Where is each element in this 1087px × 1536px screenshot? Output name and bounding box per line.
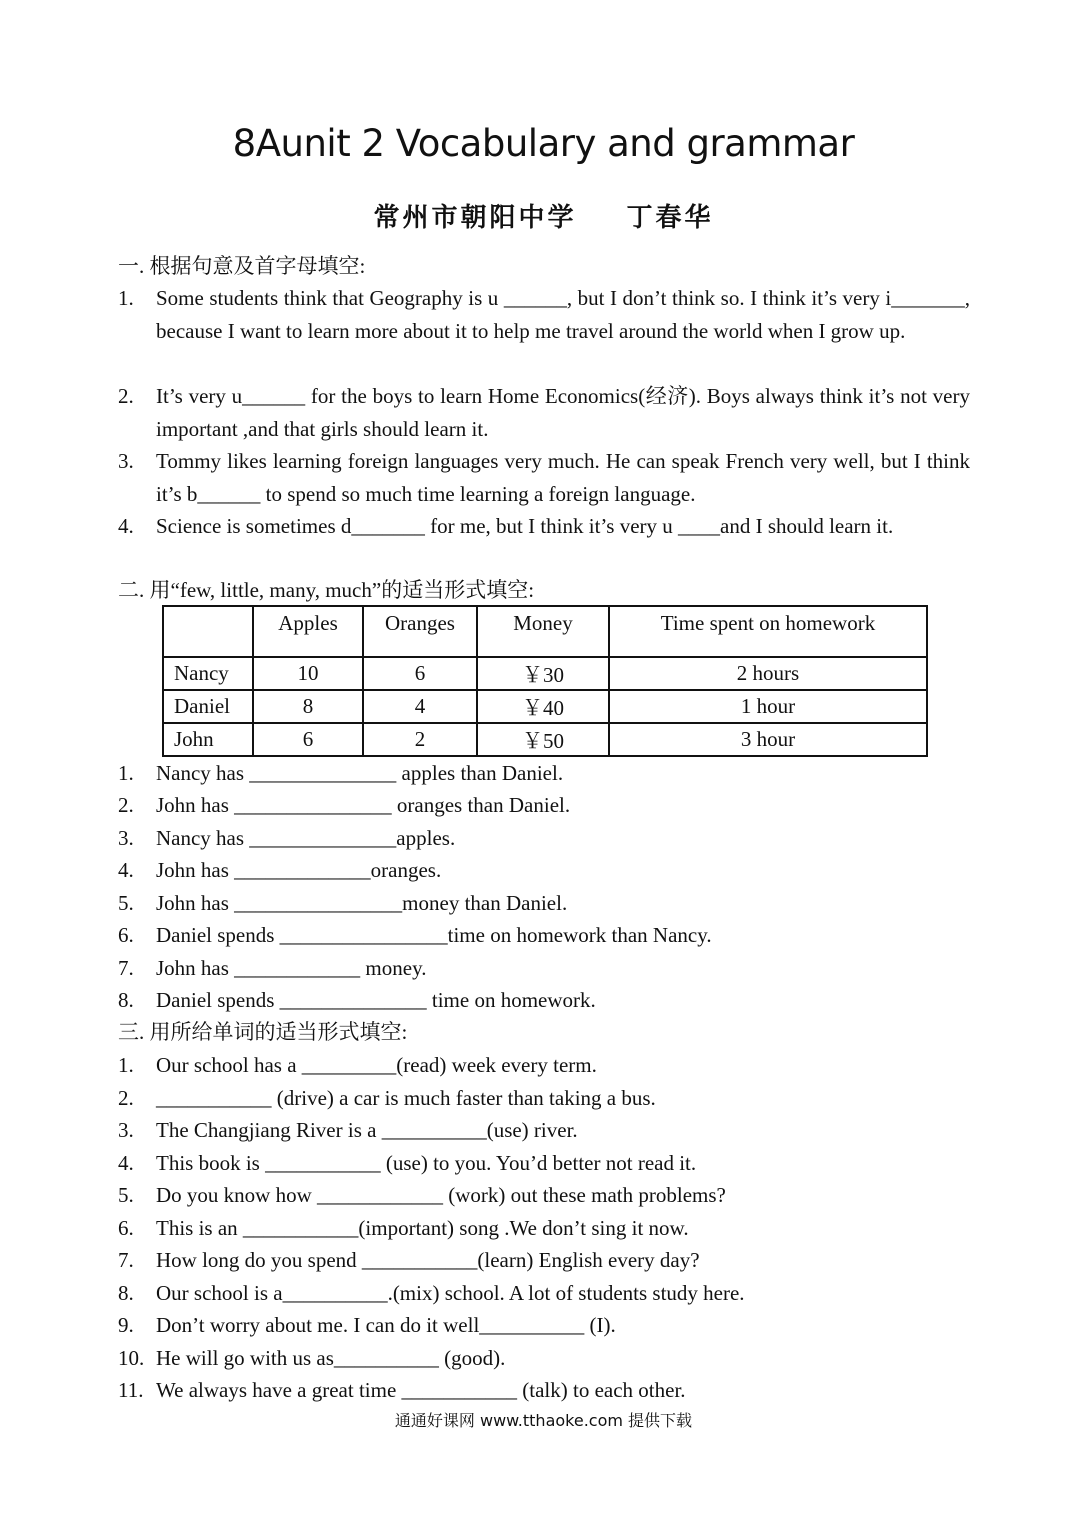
question-number: 2.: [118, 1086, 134, 1110]
table-header-cell: [163, 606, 253, 657]
table-cell: 8: [253, 690, 363, 723]
question-number: 4.: [118, 858, 134, 882]
section1-question: [118, 510, 970, 543]
question-number: 2.: [118, 384, 134, 408]
question-number: 1.: [118, 1053, 134, 1077]
question-number: 5.: [118, 891, 134, 915]
question-text: Some students think that Geography is u ______, but I don’t think so. I think it’s very i_______, because I want to learn more about it to help me travel around the world when I grow up.: [156, 286, 970, 343]
question-text: How long do you spend ___________(learn) English every day?: [156, 1248, 700, 1272]
question-number: 6.: [118, 923, 134, 947]
question-number: 8.: [118, 988, 134, 1012]
section1-question: [118, 282, 970, 347]
section1-question: [118, 445, 970, 510]
section3-question: [118, 1342, 970, 1375]
section3-question: [118, 1082, 970, 1115]
question-number: 8.: [118, 1281, 134, 1305]
question-number: 1.: [118, 286, 134, 310]
section2-question: [118, 919, 970, 952]
section3-question: [118, 1147, 970, 1180]
table-row: [163, 657, 927, 690]
question-number: 2.: [118, 793, 134, 817]
table-cell: Nancy: [163, 657, 253, 690]
question-number: 3.: [118, 449, 134, 473]
question-text: It’s very u______ for the boys to learn Home Economics(经济). Boys always think it’s not very important ,and that girls should learn it.: [156, 384, 970, 441]
question-text: We always have a great time ___________ (talk) to each other.: [156, 1378, 686, 1402]
table-header-cell: Oranges: [363, 606, 477, 657]
section2-question: [118, 887, 970, 920]
table-cell: ￥30: [477, 657, 609, 690]
question-text: The Changjiang River is a __________(use) river.: [156, 1118, 578, 1142]
author-name: 丁春华: [626, 203, 714, 233]
question-number: 3.: [118, 1118, 134, 1142]
table-cell: 10: [253, 657, 363, 690]
question-number: 4.: [118, 1151, 134, 1175]
table-cell: ￥40: [477, 690, 609, 723]
table-cell: 4: [363, 690, 477, 723]
section3-question: [118, 1212, 970, 1245]
question-number: 6.: [118, 1216, 134, 1240]
question-text: Don’t worry about me. I can do it well__________ (I).: [156, 1313, 616, 1337]
question-text: Our school is a__________.(mix) school. A lot of students study here.: [156, 1281, 745, 1305]
question-text: Science is sometimes d_______ for me, but I think it’s very u ____and I should learn it.: [156, 514, 894, 538]
page-footer: 通通好课网 www.tthaoke.com 提供下载: [394, 1411, 693, 1430]
question-text: John has ____________ money.: [156, 956, 427, 980]
section3-question: [118, 1049, 970, 1082]
table-row: [163, 723, 927, 756]
table-header-row: [163, 606, 927, 657]
question-number: 7.: [118, 1248, 134, 1272]
question-text: Tommy likes learning foreign languages very much. He can speak French very well, but I think it’s b______ to spend so much time learning a foreign language.: [156, 449, 970, 506]
question-text: ___________ (drive) a car is much faster than taking a bus.: [156, 1086, 656, 1110]
question-text: He will go with us as__________ (good).: [156, 1346, 506, 1370]
question-number: 7.: [118, 956, 134, 980]
section2-heading: 二. 用“few, little, many, much”的适当形式填空:: [118, 578, 535, 602]
question-number: 11.: [118, 1378, 144, 1402]
section3-question: [118, 1374, 970, 1407]
section3-question: [118, 1277, 970, 1310]
table-header-cell: Money: [477, 606, 609, 657]
question-text: This is an ___________(important) song .We don’t sing it now.: [156, 1216, 689, 1240]
question-text: Nancy has ______________ apples than Daniel.: [156, 761, 564, 785]
question-number: 9.: [118, 1313, 134, 1337]
table-cell: Daniel: [163, 690, 253, 723]
author-school: 常州市朝阳中学: [373, 203, 577, 233]
table-cell: 3 hour: [609, 723, 927, 756]
section3-question: [118, 1114, 970, 1147]
page-title: 8Aunit 2 Vocabulary and grammar: [232, 122, 855, 165]
question-number: 10.: [118, 1346, 145, 1370]
section2-question: [118, 952, 970, 985]
table-cell: John: [163, 723, 253, 756]
section2-question: [118, 984, 970, 1017]
table-header-cell: Apples: [253, 606, 363, 657]
table-row: [163, 690, 927, 723]
section2-question: [118, 822, 970, 855]
question-text: Daniel spends ______________ time on homework.: [156, 988, 596, 1012]
section1-question: [118, 380, 970, 445]
table-cell: 1 hour: [609, 690, 927, 723]
question-text: John has ________________money than Daniel.: [156, 891, 568, 915]
question-text: This book is ___________ (use) to you. You’d better not read it.: [156, 1151, 697, 1175]
question-text: John has _______________ oranges than Daniel.: [156, 793, 571, 817]
question-number: 5.: [118, 1183, 134, 1207]
data-table: [162, 605, 928, 757]
section2-question: [118, 789, 970, 822]
table-cell: 6: [253, 723, 363, 756]
question-number: 3.: [118, 826, 134, 850]
question-text: Daniel spends ________________time on homework than Nancy.: [156, 923, 712, 947]
section2-question: [118, 854, 970, 887]
section3-question: [118, 1179, 970, 1212]
table-cell: ￥50: [477, 723, 609, 756]
question-text: John has _____________oranges.: [156, 858, 442, 882]
author-line: [0, 197, 1087, 234]
question-text: Our school has a _________(read) week every term.: [156, 1053, 597, 1077]
table-cell: 6: [363, 657, 477, 690]
section3-heading: 三. 用所给单词的适当形式填空:: [118, 1020, 408, 1044]
question-number: 4.: [118, 514, 134, 538]
table-header-cell: Time spent on homework: [609, 606, 927, 657]
question-text: Do you know how ____________ (work) out these math problems?: [156, 1183, 726, 1207]
section3-question: [118, 1244, 970, 1277]
question-number: 1.: [118, 761, 134, 785]
question-text: Nancy has ______________apples.: [156, 826, 456, 850]
section1-heading: 一. 根据句意及首字母填空:: [118, 254, 366, 278]
section2-question: [118, 757, 970, 790]
table-cell: 2: [363, 723, 477, 756]
table-cell: 2 hours: [609, 657, 927, 690]
section3-question: [118, 1309, 970, 1342]
